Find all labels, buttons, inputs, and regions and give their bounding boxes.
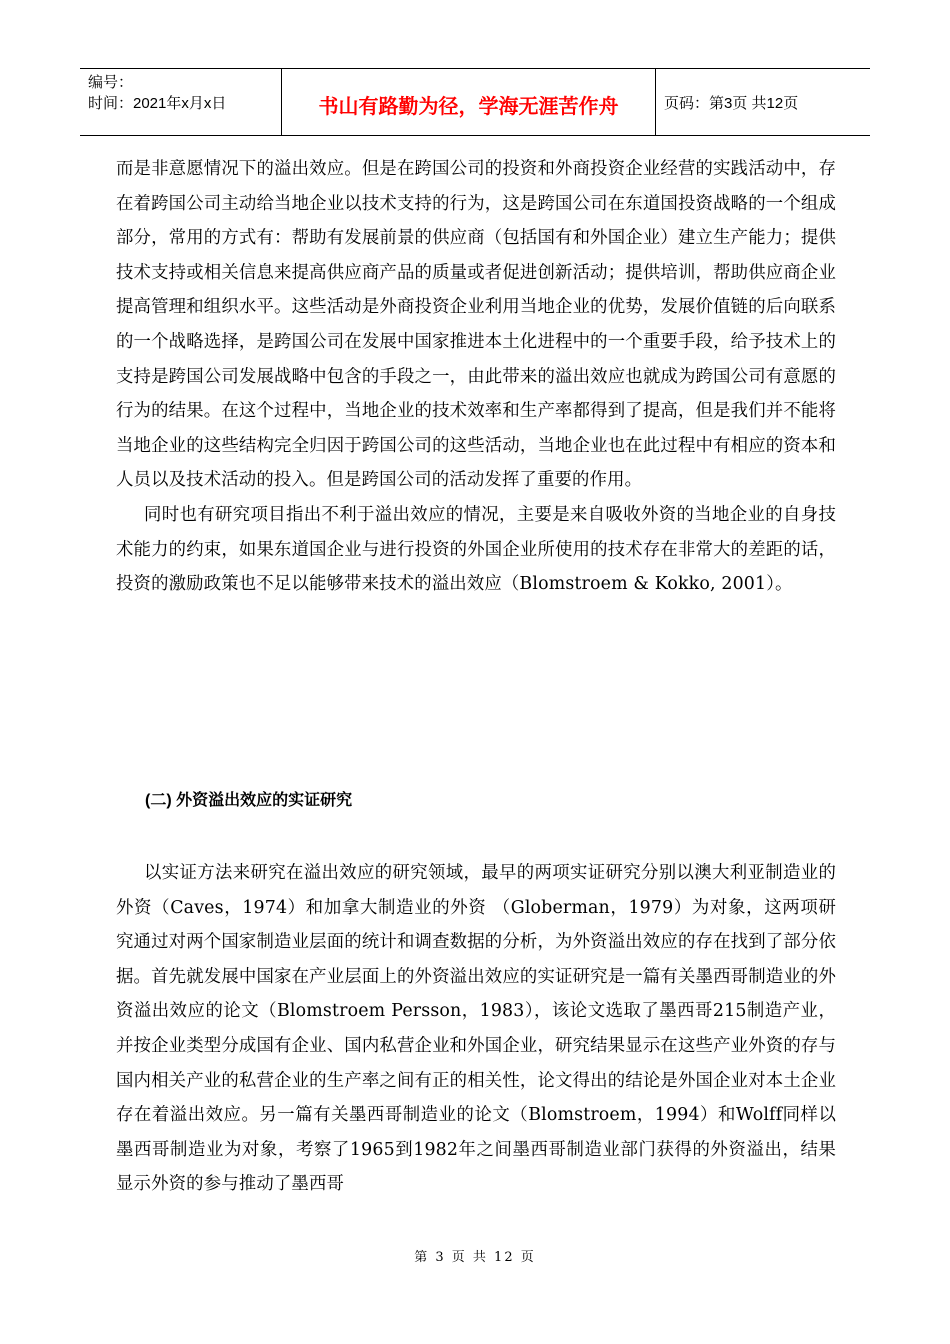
header-page-info: 页码：第3页 共12页 xyxy=(664,94,799,112)
document-time-label: 时间：2021年x月x日 xyxy=(88,95,227,112)
main-text-block-1 xyxy=(116,152,836,602)
paragraph: 而是非意愿情况下的溢出效应。但是在跨国公司的投资和外商投资企业经营的实践活动中，存在着跨国公司主动给当地企业以技术支持的行为，这是跨国公司在东道国投资战略的一个组成部分，常用的方式有：帮助有发展前景的供应商（包括国有和外国企业）建立生产能力；提供技术支持或相关信息来提高供应商产品的质量或者促进创新活动；提供培训，帮助供应商企业提高管理和组织水平。这些活动是外商投资企业利用当地企业的优势，发展价值链的后向联系的一个战略选择，是跨国公司在发展中国家推进本土化进程中的一个重要手段，给予技术上的支持是跨国公司发展战略中包含的手段之一，由此带来的溢出效应也就成为跨国公司有意愿的行为的结果。在这个过程中，当地企业的技术效率和生产率都得到了提高，但是我们并不能将当地企业的这些结构完全归因于跨国公司的这些活动，当地企业也在此过程中有相应的资本和人员以及技术活动的投入。但是跨国公司的活动发挥了重要的作用。 xyxy=(116,159,836,491)
section-heading: (二) 外资溢出效应的实证研究 xyxy=(145,792,353,809)
header-motto: 书山有路勤为径，学海无涯苦作舟 xyxy=(282,69,656,135)
document-number-label: 编号： xyxy=(88,74,134,91)
page-header xyxy=(80,68,870,136)
main-text-block-2 xyxy=(116,856,836,1202)
page-footer: 第 3 页 共 12 页 xyxy=(414,1250,536,1265)
paragraph: 同时也有研究项目指出不利于溢出效应的情况，主要是来自吸收外资的当地企业的自身技术能力的约束，如果东道国企业与进行投资的外国企业所使用的技术存在非常大的差距的话，投资的激励政策也不足以能够带来技术的溢出效应（Blomstroem & Kokko, 2001）。 xyxy=(116,504,836,595)
paragraph: 以实证方法来研究在溢出效应的研究领域，最早的两项实证研究分别以澳大利亚制造业的外资（Caves，1974）和加拿大制造业的外资 （Globerman，1979）为对象，这两项研究通过对两个国家制造业层面的统计和调查数据的分析，为外资溢出效应的存在找到了部分依据。首先就发展中国家在产业层面上的外资溢出效应的实证研究是一篇有关墨西哥制造业的外资溢出效应的论文（Blomstroem Persson，1983），该论文选取了墨西哥215制造产业，并按企业类型分成国有企业、国内私营企业和外国企业，研究结果显示在这些产业外资的存与国内相关产业的私营企业的生产率之间有正的相关性，论文得出的结论是外国企业对本土企业存在着溢出效应。另一篇有关墨西哥制造业的论文（Blomstroem，1994）和Wolff同样以墨西哥制造业为对象，考察了1965到1982年之间墨西哥制造业部门获得的外资溢出，结果显示外资的参与推动了墨西哥 xyxy=(116,863,836,1195)
header-meta xyxy=(80,69,282,135)
